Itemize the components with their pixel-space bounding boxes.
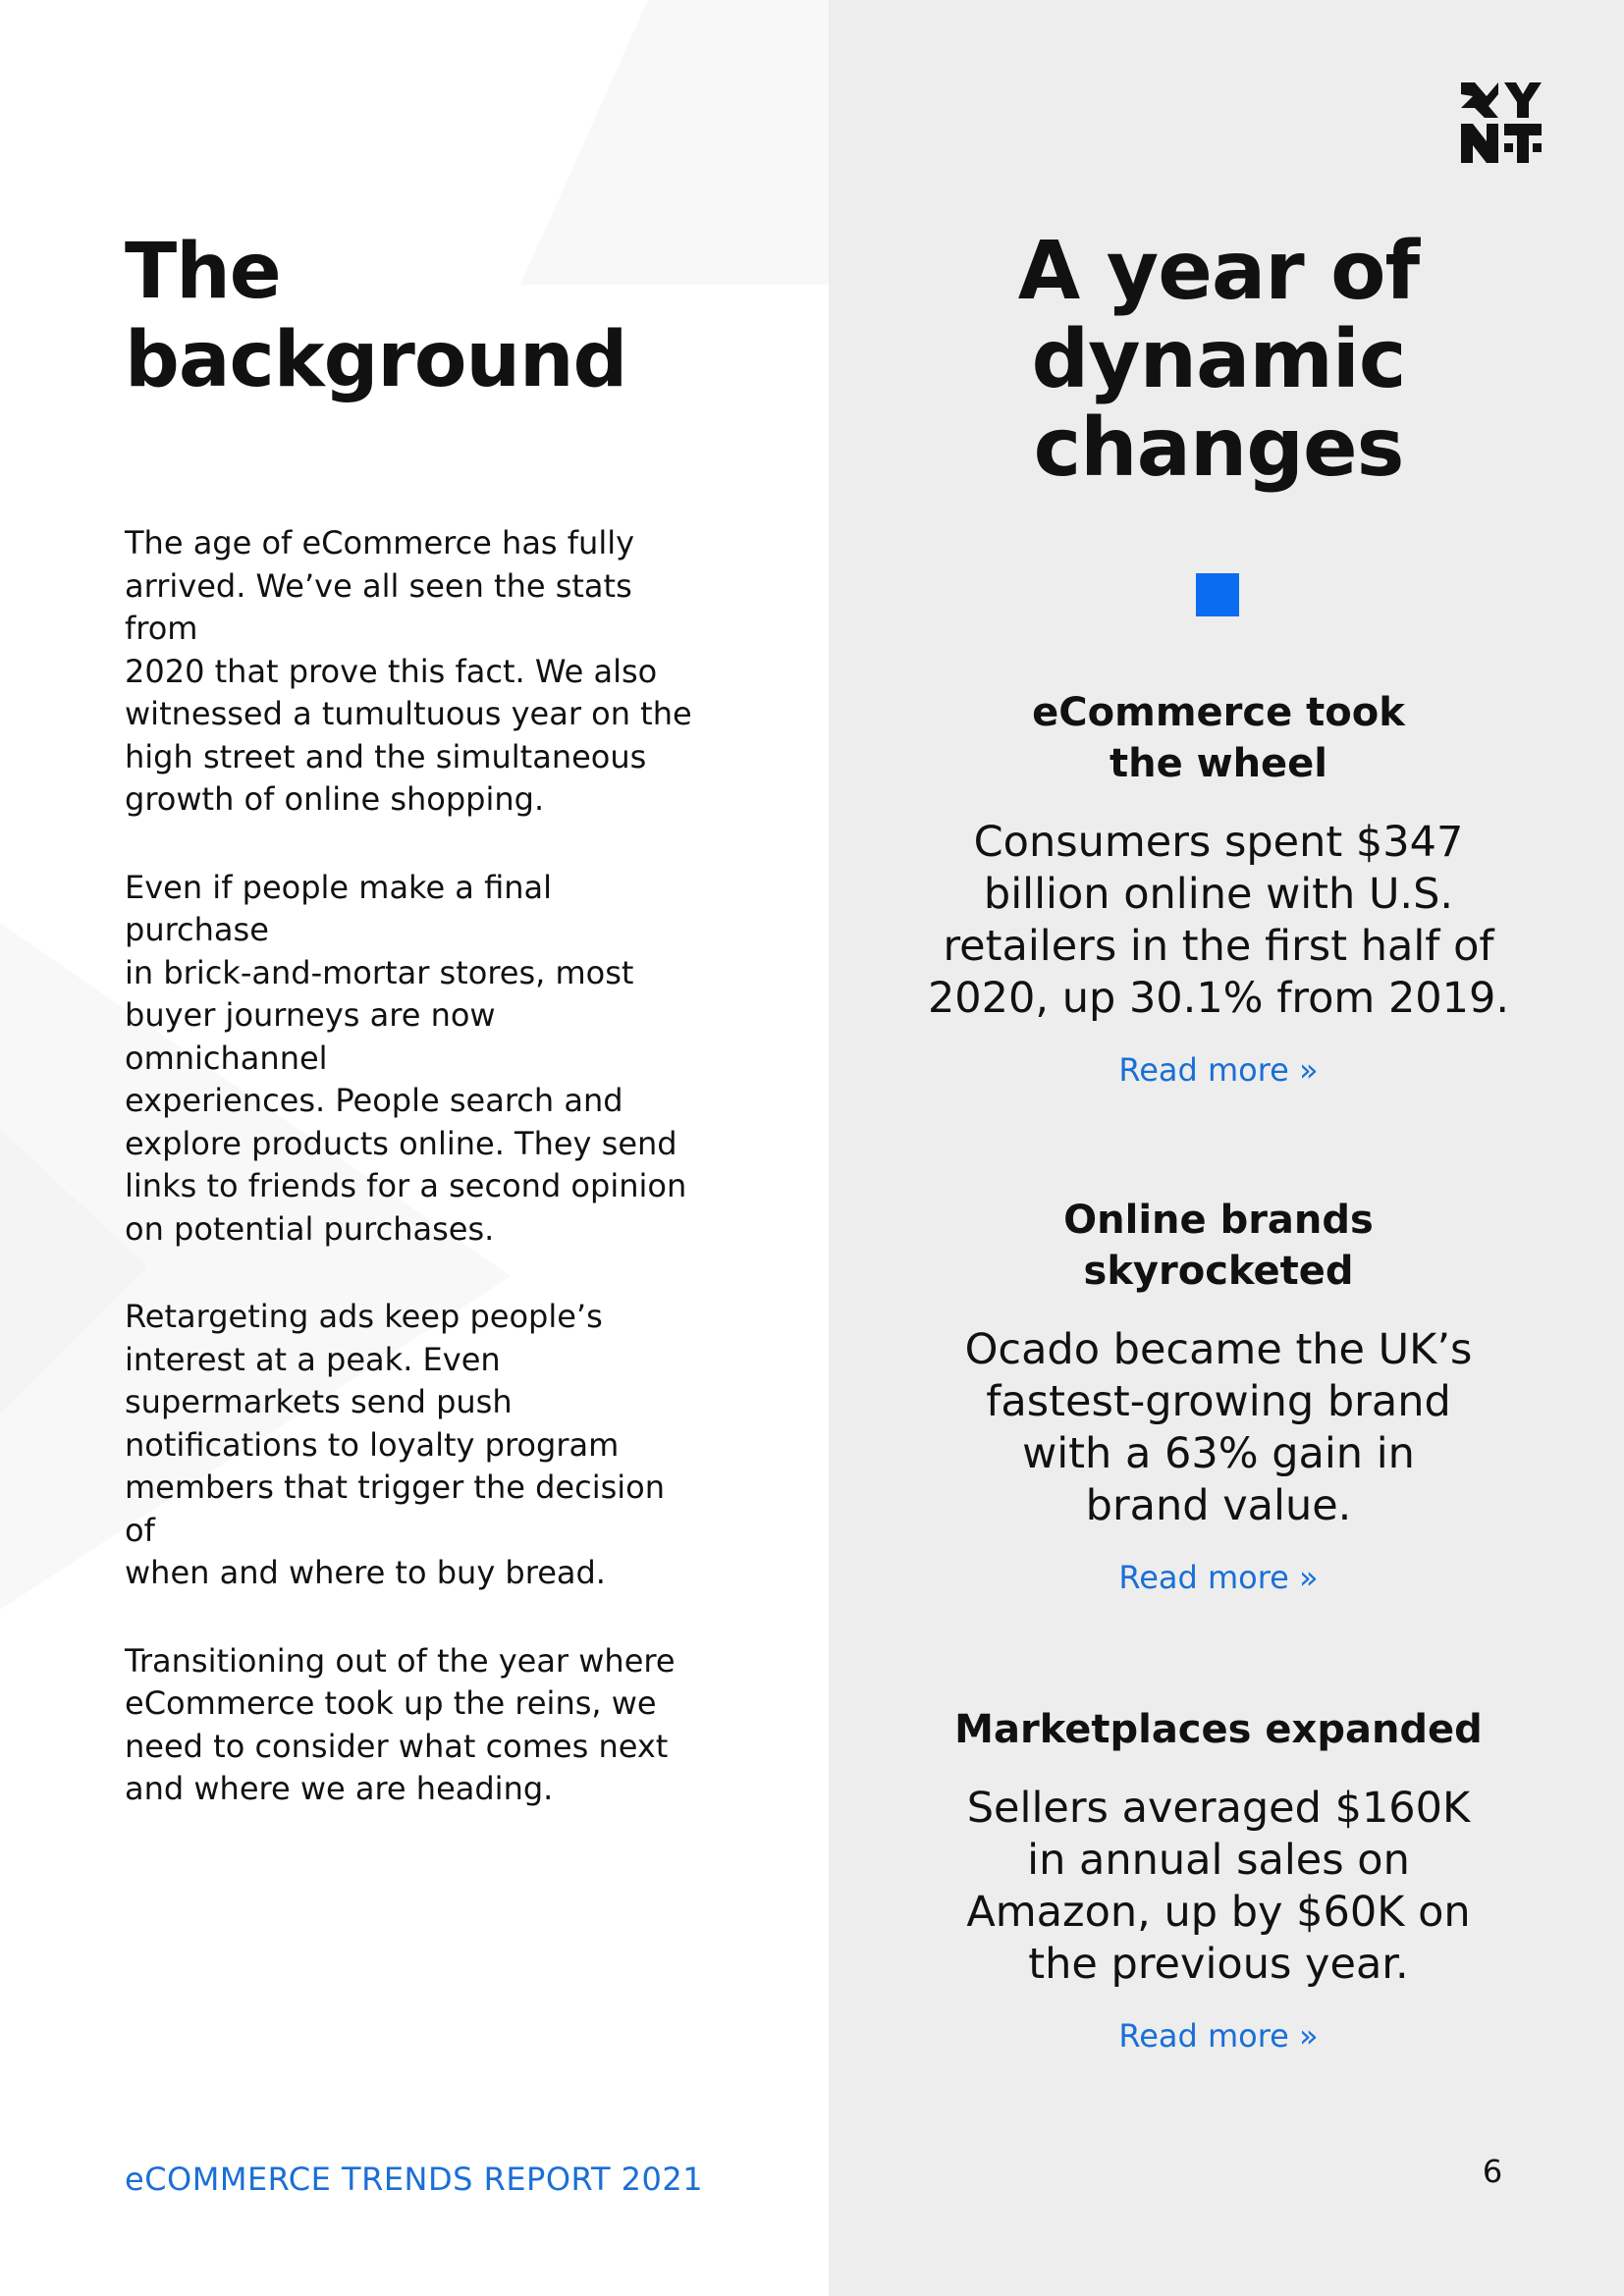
stat-heading: [829, 1704, 1608, 1755]
background-title-line1: The: [125, 228, 281, 316]
paragraph-2-line: Even if people make a final purchase: [125, 868, 553, 948]
paragraph-2-line: in brick-and-mortar stores, most: [125, 953, 634, 991]
paragraph-3-line: members that trigger the decision of: [125, 1468, 666, 1549]
stat-body-line: billion online with U.S.: [983, 870, 1454, 919]
read-more-link[interactable]: Read more »: [1118, 2017, 1319, 2055]
paragraph-4-line: and where we are heading.: [125, 1770, 554, 1807]
title-line: A year of: [1017, 225, 1420, 318]
stat-body-line: the previous year.: [1028, 1940, 1409, 1989]
report-footer-label: eCOMMERCE TRENDS REPORT 2021: [125, 2161, 704, 2198]
stat-heading-line: the wheel: [1109, 741, 1328, 786]
paragraph-1-line: The age of eCommerce has fully: [125, 524, 635, 561]
background-title-line2: background: [125, 316, 627, 404]
title-line: dynamic: [1031, 313, 1406, 406]
paragraph-4: [125, 1640, 704, 1811]
stat-body-line: with a 63% gain in: [1022, 1429, 1415, 1478]
paragraph-1-line: growth of online shopping.: [125, 780, 545, 818]
stat-body: [829, 1324, 1608, 1532]
stat-body-line: 2020, up 30.1% from 2019.: [927, 974, 1510, 1023]
paragraph-4-line: Transitioning out of the year where: [125, 1641, 676, 1680]
paragraph-2: [125, 867, 704, 1252]
paragraph-3-line: notifications to loyalty program: [125, 1425, 620, 1464]
stat-ecommerce: [829, 687, 1608, 1090]
stat-body-line: in annual sales on: [1027, 1836, 1410, 1885]
stat-online-brands: [829, 1195, 1608, 1597]
read-more-link[interactable]: Read more »: [1118, 1051, 1319, 1089]
left-column: [125, 228, 714, 1811]
paragraph-3-line: interest at a peak. Even: [125, 1340, 501, 1378]
stat-body-line: Amazon, up by $60K on: [966, 1888, 1471, 1937]
paragraph-1-line: high street and the simultaneous: [125, 737, 647, 775]
stat-body-line: brand value.: [1085, 1481, 1352, 1530]
paragraph-3: [125, 1296, 704, 1595]
paragraph-1-line: arrived. We’ve all seen the stats from: [125, 566, 632, 647]
stat-body: [829, 817, 1608, 1025]
paragraph-2-line: explore products online. They send: [125, 1124, 677, 1162]
stat-heading-line: Online brands: [1063, 1198, 1374, 1243]
paragraph-2-line: links to friends for a second opinion: [125, 1167, 687, 1204]
stat-body-line: Consumers spent $347: [973, 818, 1464, 867]
paragraph-3-line: Retargeting ads keep people’s: [125, 1298, 603, 1335]
title-line: changes: [1033, 401, 1404, 495]
stat-marketplaces: [829, 1704, 1608, 2056]
accent-square-icon: [1196, 573, 1239, 616]
stat-body-line: fastest-growing brand: [986, 1377, 1451, 1426]
dynamic-changes-title: [829, 225, 1608, 495]
paragraph-3-line: when and where to buy bread.: [125, 1554, 606, 1591]
stat-heading: [829, 1195, 1608, 1297]
page-number: 6: [1482, 2153, 1503, 2190]
stat-body-line: Sellers averaged $160K: [966, 1784, 1471, 1833]
stat-heading: [829, 687, 1608, 789]
stat-body: [829, 1783, 1608, 1991]
paragraph-4-line: need to consider what comes next: [125, 1727, 669, 1765]
read-more-link[interactable]: Read more »: [1118, 1559, 1319, 1596]
paragraph-1-line: witnessed a tumultuous year on the: [125, 695, 692, 732]
paragraph-1-line: 2020 that prove this fact. We also: [125, 652, 658, 690]
paragraph-2-line: on potential purchases.: [125, 1209, 495, 1248]
paragraph-1: [125, 522, 704, 822]
paragraph-4-line: eCommerce took up the reins, we: [125, 1684, 657, 1722]
stat-heading-line: eCommerce took: [1032, 690, 1405, 735]
paragraph-2-line: buyer journeys are now omnichannel: [125, 996, 496, 1077]
background-title: [125, 228, 714, 404]
stat-heading-line: skyrocketed: [1083, 1249, 1354, 1294]
paragraph-3-line: supermarkets send push: [125, 1383, 513, 1420]
stat-body-line: Ocado became the UK’s: [964, 1325, 1473, 1374]
stat-heading-line: Marketplaces expanded: [954, 1707, 1483, 1752]
paragraph-2-line: experiences. People search and: [125, 1082, 623, 1119]
stat-body-line: retailers in the first half of: [943, 922, 1494, 971]
brand-logo-icon: [1461, 82, 1542, 163]
